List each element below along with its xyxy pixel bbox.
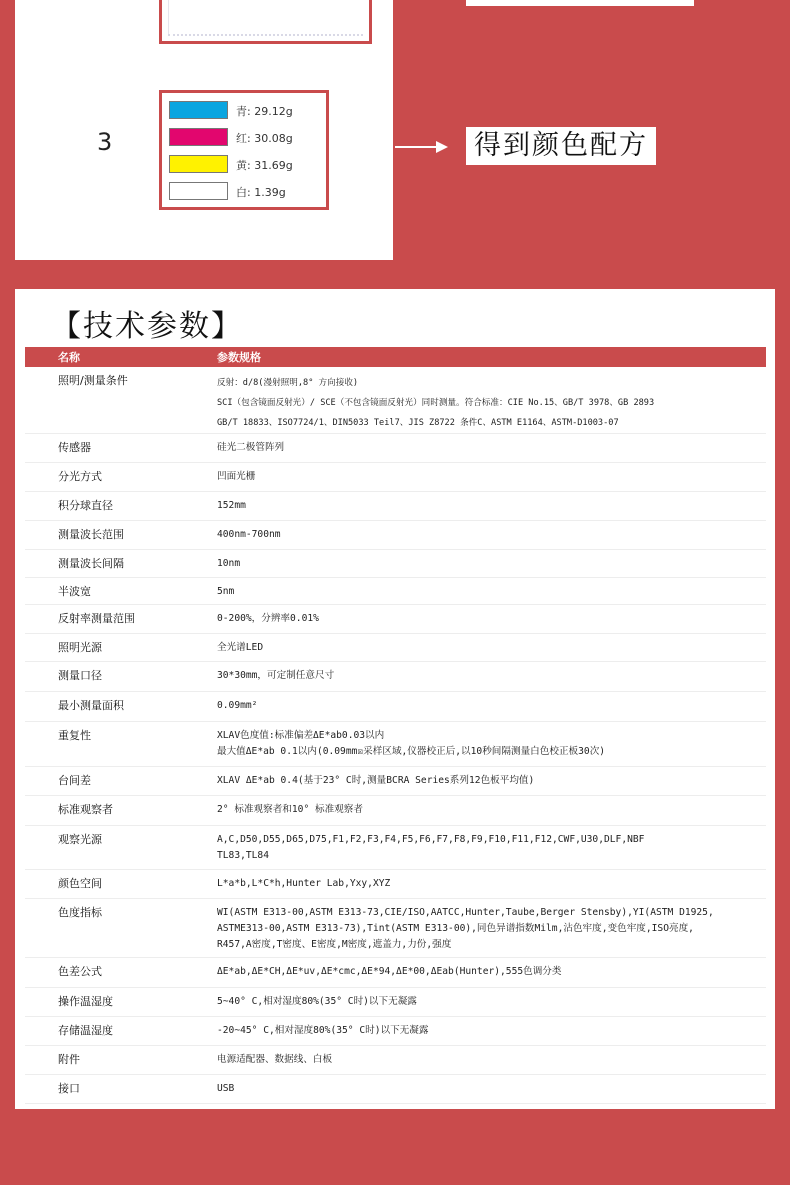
header-value: 参数规格 xyxy=(217,347,766,367)
spec-value-line: 反射：d/8(漫射照明,8° 方向接收) xyxy=(217,378,359,388)
step-number: 3 xyxy=(97,128,113,156)
chart-axis-line xyxy=(168,0,169,35)
spec-value-line: XLAV色度值:标准偏差ΔE*ab0.03以内 xyxy=(217,730,385,741)
spec-name: 传感器 xyxy=(25,434,217,463)
table-row xyxy=(25,692,766,722)
formula-row-white xyxy=(169,182,319,202)
spec-value xyxy=(217,692,766,722)
table-row xyxy=(25,550,766,578)
table-row xyxy=(25,826,766,870)
table-row xyxy=(25,605,766,634)
spec-value-line: ASTME313-00,ASTM E313-73),Tint(ASTM E313-00),同色异谱指数Milm,沾色牢度,变色牢度,ISO亮度, xyxy=(217,923,694,934)
spec-value-line: ΔE*ab,ΔE*CH,ΔE*uv,ΔE*cmc,ΔE*94,ΔE*00,ΔEab(Hunter),555色调分类 xyxy=(217,966,562,977)
spec-value-line: 0.09mm² xyxy=(217,700,258,711)
spec-name: 反射率测量范围 xyxy=(25,605,217,634)
spec-value xyxy=(217,662,766,692)
table-row xyxy=(25,492,766,521)
spec-value xyxy=(217,634,766,662)
spec-value-line: 全光谱LED xyxy=(217,642,264,653)
spec-value-line: -20~45° C,相对湿度80%(35° C时)以下无凝露 xyxy=(217,1025,429,1036)
formula-label-magenta: 红: 30.08g xyxy=(236,132,293,145)
formula-row-cyan xyxy=(169,101,319,121)
previous-step-label xyxy=(466,0,694,6)
spec-value xyxy=(217,434,766,463)
spec-name: 台间差 xyxy=(25,767,217,796)
table-row xyxy=(25,796,766,826)
spec-name: 测量口径 xyxy=(25,662,217,692)
spec-value-line: 10nm xyxy=(217,558,241,569)
spec-panel xyxy=(15,289,775,1109)
spec-value-line: 2° 标准观察者和10° 标准观察者 xyxy=(217,804,363,815)
spec-value xyxy=(217,796,766,826)
spec-name: 观察光源 xyxy=(25,826,217,870)
spec-value-line: 电源适配器、数据线、白板 xyxy=(217,1054,333,1065)
spec-value-line: A,C,D50,D55,D65,D75,F1,F2,F3,F4,F5,F6,F7,F8,F9,F10,F11,F12,CWF,U30,DLF,NBF xyxy=(217,834,645,845)
spec-value-line: 400nm-700nm xyxy=(217,529,281,540)
table-row xyxy=(25,578,766,605)
spec-table xyxy=(25,347,766,1104)
spec-name: 标准观察者 xyxy=(25,796,217,826)
formula-label-cyan: 青: 29.12g xyxy=(236,105,293,118)
formula-row-magenta xyxy=(169,128,319,148)
spec-value xyxy=(217,1017,766,1046)
table-row xyxy=(25,988,766,1017)
table-row xyxy=(25,899,766,958)
spec-name: 色度指标 xyxy=(25,899,217,958)
spec-name: 存储温湿度 xyxy=(25,1017,217,1046)
arrow-line xyxy=(395,146,439,148)
spec-name: 分光方式 xyxy=(25,463,217,492)
spec-name: 最小测量面积 xyxy=(25,692,217,722)
spec-name: 积分球直径 xyxy=(25,492,217,521)
table-row xyxy=(25,1046,766,1075)
table-row xyxy=(25,367,766,434)
table-row xyxy=(25,870,766,899)
spec-value-line: SCI（包含镜面反射光）/ SCE（不包含镜面反射光）同时测量。符合标准：CIE No.15、GB/T 3978、GB 2893 xyxy=(217,398,655,408)
table-row xyxy=(25,722,766,767)
spec-value-line: 5nm xyxy=(217,586,235,597)
spec-value-line: 5~40° C,相对湿度80%(35° C时)以下无凝露 xyxy=(217,996,417,1007)
formula-result-image xyxy=(159,90,329,210)
spec-name: 测量波长间隔 xyxy=(25,550,217,578)
spec-value xyxy=(217,550,766,578)
spec-title: 【技术参数】 xyxy=(51,309,243,344)
spec-value-line: 硅光二极管阵列 xyxy=(217,442,285,453)
spec-value xyxy=(217,826,766,870)
spec-name: 附件 xyxy=(25,1046,217,1075)
spec-name: 接口 xyxy=(25,1075,217,1104)
yellow-swatch xyxy=(169,155,228,173)
spec-value-line: 152mm xyxy=(217,500,246,511)
spec-value-line: L*a*b,L*C*h,Hunter Lab,Yxy,XYZ xyxy=(217,878,391,889)
spec-value xyxy=(217,722,766,767)
previous-step-image xyxy=(159,0,372,44)
spec-name: 颜色空间 xyxy=(25,870,217,899)
spec-value-line: TL83,TL84 xyxy=(217,850,269,861)
spec-table-body xyxy=(25,367,766,1104)
spec-value-line: WI(ASTM E313-00,ASTM E313-73,CIE/ISO,AATCC,Hunter,Taube,Berger Stensby),YI(ASTM D1925, xyxy=(217,907,714,918)
formula-label-white: 白: 1.39g xyxy=(236,186,286,199)
spec-value xyxy=(217,899,766,958)
spec-table-header xyxy=(25,347,766,367)
spec-value-line: 最大值ΔE*ab 0.1以内(0.09mm☒采样区域,仪器校正后,以10秒间隔测量白色校正板30次) xyxy=(217,746,606,757)
spec-value xyxy=(217,988,766,1017)
table-row xyxy=(25,767,766,796)
spec-value xyxy=(217,367,766,434)
spec-name: 半波宽 xyxy=(25,578,217,605)
spec-value xyxy=(217,521,766,550)
spec-value-line: USB xyxy=(217,1083,235,1094)
spec-value-line: 0-200%，分辨率0.01% xyxy=(217,613,319,624)
spec-name: 重复性 xyxy=(25,722,217,767)
white-swatch xyxy=(169,182,228,200)
table-row xyxy=(25,521,766,550)
spec-value xyxy=(217,578,766,605)
spec-value xyxy=(217,767,766,796)
table-row xyxy=(25,1017,766,1046)
arrow-right-icon xyxy=(436,141,448,153)
spec-value xyxy=(217,605,766,634)
formula-label-yellow: 黄: 31.69g xyxy=(236,159,293,172)
magenta-swatch xyxy=(169,128,228,146)
step-panel xyxy=(15,0,393,260)
chart-baseline xyxy=(168,34,363,36)
spec-value-line: GB/T 18833、ISO7724/1、DIN5033 Teil7、JIS Z8722 条件C、ASTM E1164、ASTM-D1003-07 xyxy=(217,418,619,428)
table-row xyxy=(25,958,766,988)
spec-name: 照明/测量条件 xyxy=(25,367,217,434)
header-name: 名称 xyxy=(25,347,217,367)
spec-value xyxy=(217,463,766,492)
spec-value xyxy=(217,1046,766,1075)
spec-value-line: XLAV ΔE*ab 0.4(基于23° C时,测量BCRA Series系列12色板平均值) xyxy=(217,775,535,786)
spec-value-line: 30*30mm，可定制任意尺寸 xyxy=(217,670,335,681)
table-row xyxy=(25,434,766,463)
table-row xyxy=(25,1075,766,1104)
spec-value-line: 凹面光栅 xyxy=(217,471,256,482)
table-row xyxy=(25,634,766,662)
spec-value xyxy=(217,870,766,899)
step-result-label: 得到颜色配方 xyxy=(466,127,656,165)
spec-value xyxy=(217,958,766,988)
spec-name: 色差公式 xyxy=(25,958,217,988)
spec-name: 照明光源 xyxy=(25,634,217,662)
cyan-swatch xyxy=(169,101,228,119)
spec-value xyxy=(217,492,766,521)
table-row xyxy=(25,463,766,492)
spec-name: 测量波长范围 xyxy=(25,521,217,550)
formula-row-yellow xyxy=(169,155,319,175)
spec-name: 操作温湿度 xyxy=(25,988,217,1017)
spec-value-line: R457,A密度,T密度、E密度,M密度,遮盖力,力份,强度 xyxy=(217,939,452,950)
spec-value xyxy=(217,1075,766,1104)
table-row xyxy=(25,662,766,692)
